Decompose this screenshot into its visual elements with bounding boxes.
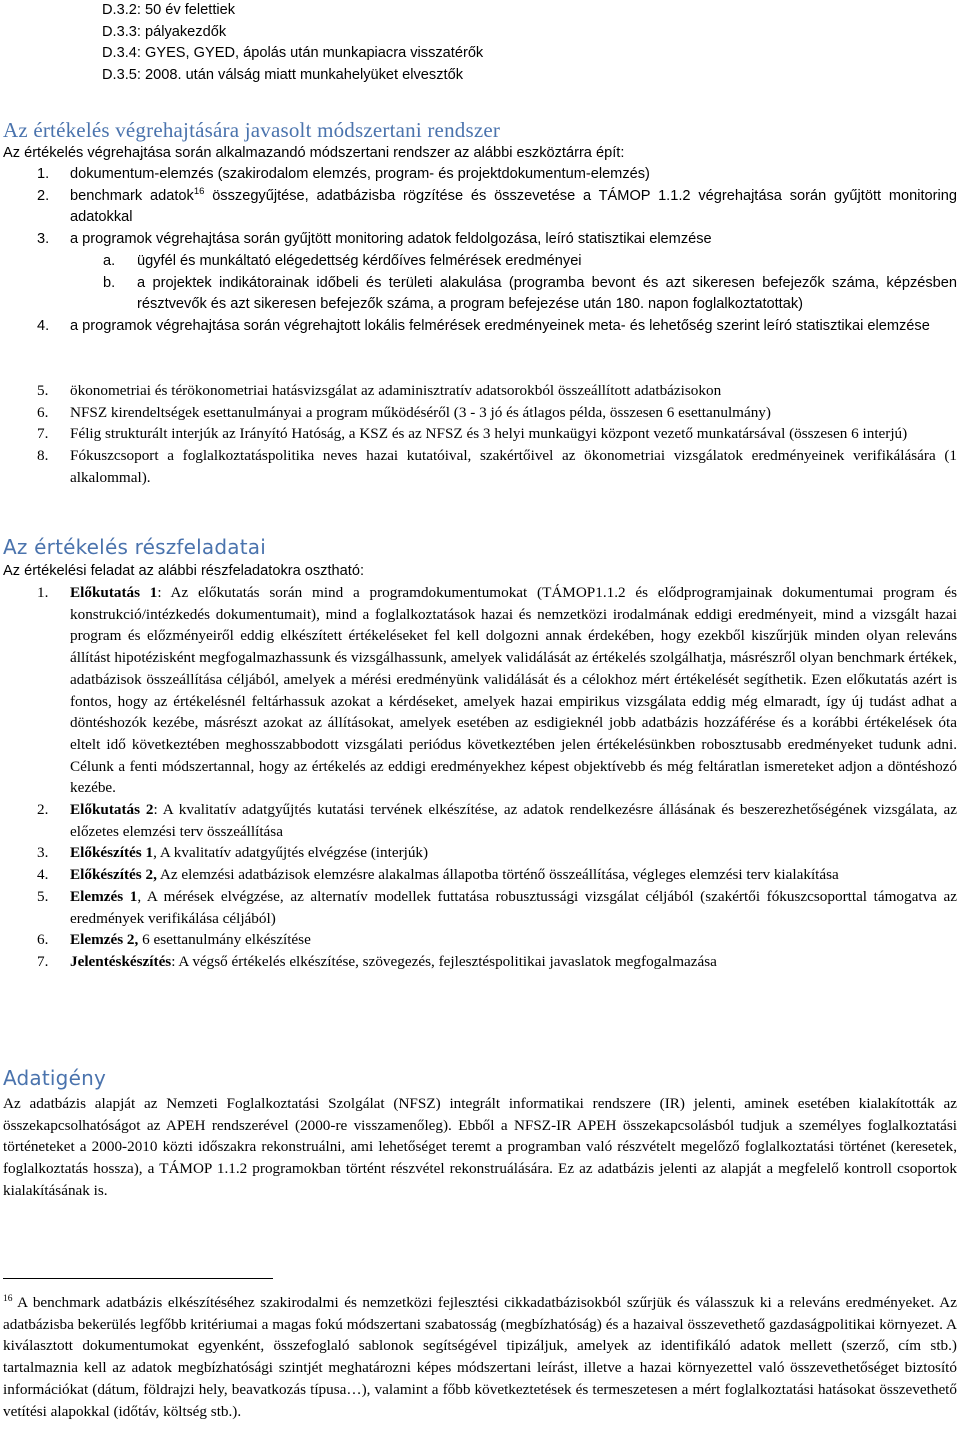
item-text: Félig strukturált interjúk az Irányító Hatóság, a KSZ és az NFSZ és 3 helyi munkaügyi központ vezető munkatársával (összesen 6 interjú) [70, 425, 908, 443]
item-number: 3. [37, 844, 49, 862]
footnote-area [3, 1230, 957, 1422]
item-number: 6. [37, 403, 49, 421]
item-text: Előkészítés 1, A kvalitatív adatgyűjtés elvégzése (interjúk) [70, 844, 429, 862]
list-item [3, 886, 957, 929]
item-number: 7. [37, 425, 49, 443]
section-intro: Az értékelés végrehajtása során alkalmazandó módszertani rendszer az alábbi eszköztárra épít: [3, 145, 625, 161]
item-text: Elemzés 1, A mérések elvégzése, az alternatív modellek futtatása robusztussági vizsgálat céljából (szakértői fókuszcsoporttal támogatva az eredmények verifikálása céljából) [70, 887, 958, 927]
list-item [3, 951, 957, 973]
footnote-reference: 16 [193, 185, 205, 197]
list-item [3, 842, 957, 864]
list-item [3, 380, 957, 402]
item-number: 6. [37, 931, 49, 949]
section-heading-methodology: Az értékelés végrehajtására javasolt módszertani rendszer [3, 118, 501, 142]
item-number: 5. [37, 382, 49, 399]
item-text: a programok végrehajtása során végrehajtott lokális felmérések eredményeinek meta- és lehetőség szerint leíró statisztikai elemzése [70, 317, 930, 334]
section-heading-subtasks: Az értékelés részfeladatai [3, 535, 266, 559]
section-intro: Az értékelési feladat az alábbi részfeladatokra osztható: [3, 563, 364, 579]
list-item [3, 445, 957, 488]
item-text: Előkészítés 2, Az elemzési adatbázisok elemzésre alakalmas állapotba történő összeállítása, végleges elemzési terv kialakítása [70, 866, 839, 884]
item-title: Előkutatás 1 [70, 584, 158, 601]
sub-item-letter: b. [103, 274, 116, 291]
item-text: a programok végrehajtása során gyűjtött monitoring adatok feldolgozása, leíró statisztikai elemzése [70, 231, 712, 248]
item-title: Előkészítés 2, [70, 866, 157, 884]
list-item [3, 864, 957, 886]
sub-item-text: ügyfél és munkáltató elégedettség kérdőíves felmérések eredményei [137, 252, 582, 269]
item-text: ökonometriai és térökonometriai hatásvizsgálat az adaminisztratív adatsorokból összeállított adatbázisokon [70, 382, 722, 399]
subtasks-list [3, 582, 957, 973]
item-text: Elemzés 2, 6 esettanulmány elkészítése [70, 931, 311, 949]
item-text: dokumentum-elemzés (szakirodalom elemzés, program- és projektdokumentum-elemzés) [70, 166, 650, 182]
item-number: 2. [37, 187, 50, 204]
item-text: benchmark adatok$^{16}$ összegyűjtése, adatbázisba rögzítése és összevetése a TÁMOP 1.1.2 végrehajtása során gyűjtött monitoring adatokkal [70, 185, 957, 226]
item-number: 1. [37, 584, 49, 601]
list-item [3, 402, 957, 424]
list-item [3, 316, 957, 338]
footnote-separator [3, 1278, 273, 1279]
item-number: 8. [37, 447, 49, 465]
list-item: D.3.5: 2008. után válság miatt munkahelyüket elvesztők [102, 67, 463, 84]
list-item [3, 164, 957, 186]
sub-item-letter: a. [103, 252, 116, 269]
item-number: 7. [37, 952, 49, 970]
list-item: D.3.4: GYES, GYED, ápolás után munkapiacra visszatérők [102, 45, 484, 62]
footnote-mark: 16 [3, 1293, 13, 1304]
item-number: 1. [37, 166, 50, 182]
sub-item-text: a projektek indikátorainak időbeli és területi alakulása (programba bevont és azt sikeresen befejezők száma, képzésben résztvevők és azt sikeresen befejezők száma, a program befejezése után 180. napon foglalkoztatottak) [137, 274, 957, 313]
item-number: 4. [37, 317, 50, 334]
item-title: Elemzés 1 [70, 887, 138, 905]
item-title: Előkészítés 1 [70, 844, 154, 862]
list-item: D.3.2: 50 év felettiek [102, 2, 236, 18]
sub-list-item [3, 273, 957, 316]
item-title: Elemzés 2, [70, 931, 139, 949]
data-needs-paragraph: Az adatbázis alapját az Nemzeti Foglalkoztatási Szolgálat (NFSZ) integrált informatikai rendszere (IR) jelenti, aminek esetében kialakították az összekapcsolhatóságot az APEH rendszerével (2000-re visszamenőleg). Ebből a NFSZ-IR APEH összekapcsolásból tudjuk a személyes foglalkoztatási történeteket a 2000-2010 közti időszakra rekonstruálni, ami lehetőséget teremt a programban való részvételt megelőző foglalkoztatási történet (keresetek, foglalkoztatás hossza), a TÁMOP 1.1.2 programokban történt részvétel rekonstruálására. Ez az adatbázis jelenti az alapját a megfelelő kontroll csoportok kialakításának is. [3, 1095, 957, 1199]
footnote-text: $^{16}$ A benchmark adatbázis elkészítéséhez szakirodalmi és nemzetközi fejlesztési cikkadatbázisokból szűrjük és válasszuk ki a releváns eredményeket. Az adatbázisba bekerülés legfőbb kritériumai a magas fokú módszertani szabatosság (megbízhatóság) és a hazaival összevethető gazdaságpolitikai környezet. A kiválasztott dokumentumokat egyenként, összefoglaló sablonok segítségével tipizáljuk, amelyek az identifikáló adatok mellett (szerző, cím stb.) tartalmazniа kell az adatok megbízhatóságі szintjét meghatározni képes módszertani leírást, illetve a hazai környezettel való összevethetőséget biztosító információkat (dátum, földrajzi hely, beavatkozás típusa…), valamint a főbb következtetések és termeszetesen a mért foglalkoztatási hatásokat összevethető vetítési alapokkal (időtáv, költség stb.). [3, 1293, 957, 1420]
item-title: Jelentéskészítés [70, 952, 172, 970]
item-number: 5. [37, 887, 49, 905]
list-item [3, 229, 957, 251]
list-item: D.3.3: pályakezdők [102, 23, 227, 40]
item-text: Jelentéskészítés: A végső értékelés elkészítése, szövegezés, fejlesztéspolitikai javaslatok megfogalmazása [70, 952, 717, 970]
item-text: Előkutatás 1: Az előkutatás során mind a programdokumentumokat (TÁMOP1.1.2 és elődprogramjainak dokumentumai program és konstrukció/intézkedés dokumentumait), mind a foglalkoztatások hazai és nemzetközi irodalmának eddigi eredményeit, mind a vizsgált hazai program és előzményeiről eddig elkészített értékeléseket fel kell dolgozni annak érdekében, hogy ezekből kiszűrjük minden olyan releváns állítást hipotézisként megfogalmazhassunk és vizsgálhassunk, amelyek validálását az értékelés szolgálhatja, másrészről olyan benchmark értékek, adatbázisok összeállítása céljából, amelyek a mérési eredményünk validálását és a célokhoz mért értékelését segíthetik. Ezen előkutatás azért is fontos, hogy az értékelésnél feltárhassuk azokat a kérdéseket, amelyek hazai empirikus vizsgálata eddig még elmaradt, így új tudást adhat a döntéshozók kezébe, másrészt azokat az állításokat, amelyek esetében az esdigieknél jobb adatbázis hozzáférése és a korábbi értékelések óta eltelt idő következtében meghosszabbodott vizsgálati periódus következtében jelen értékelésünkben robosztusabb eredményeket tudunk adni. Célunk a fenti módszertannal, hogy az értékelés az eddigi eredményekhez képest objektívebb és még feltáratlan ismereteket adjon a döntéshozó kezébe. [70, 584, 957, 797]
list-item [3, 186, 957, 229]
section-heading-data-needs: Adatigény [3, 1066, 106, 1090]
target-group-list [3, 0, 960, 87]
list-item [3, 799, 957, 842]
list-item [3, 423, 957, 445]
sub-list-item [3, 251, 957, 273]
list-item [3, 582, 957, 799]
item-text: NFSZ kirendeltségek esettanulmányai a program működéséről (3 - 3 jó és átlagos példa, összesen 6 esettanulmány) [70, 403, 771, 421]
item-number: 2. [37, 801, 49, 819]
item-number: 4. [37, 866, 49, 884]
methods-list-continued [3, 380, 957, 489]
item-text: Előkutatás 2: A kvalitatív adatgyűjtés kutatási tervének elkészítése, az adatok rendelkezésre állásának és beszerezhetőségének vizsgálata, az előzetes elemzési terv összeállítása [70, 801, 957, 840]
item-number: 3. [37, 231, 50, 248]
list-item [3, 929, 957, 951]
item-text: Fókuszcsoport a foglalkoztatáspolitika neves hazai kutatóival, szakértőivel az ökonometriai vizsgálatok eredményeinek verifikálására (1 alkalommal). [70, 447, 957, 486]
item-title: Előkutatás 2 [70, 801, 154, 819]
methods-list [3, 164, 957, 338]
